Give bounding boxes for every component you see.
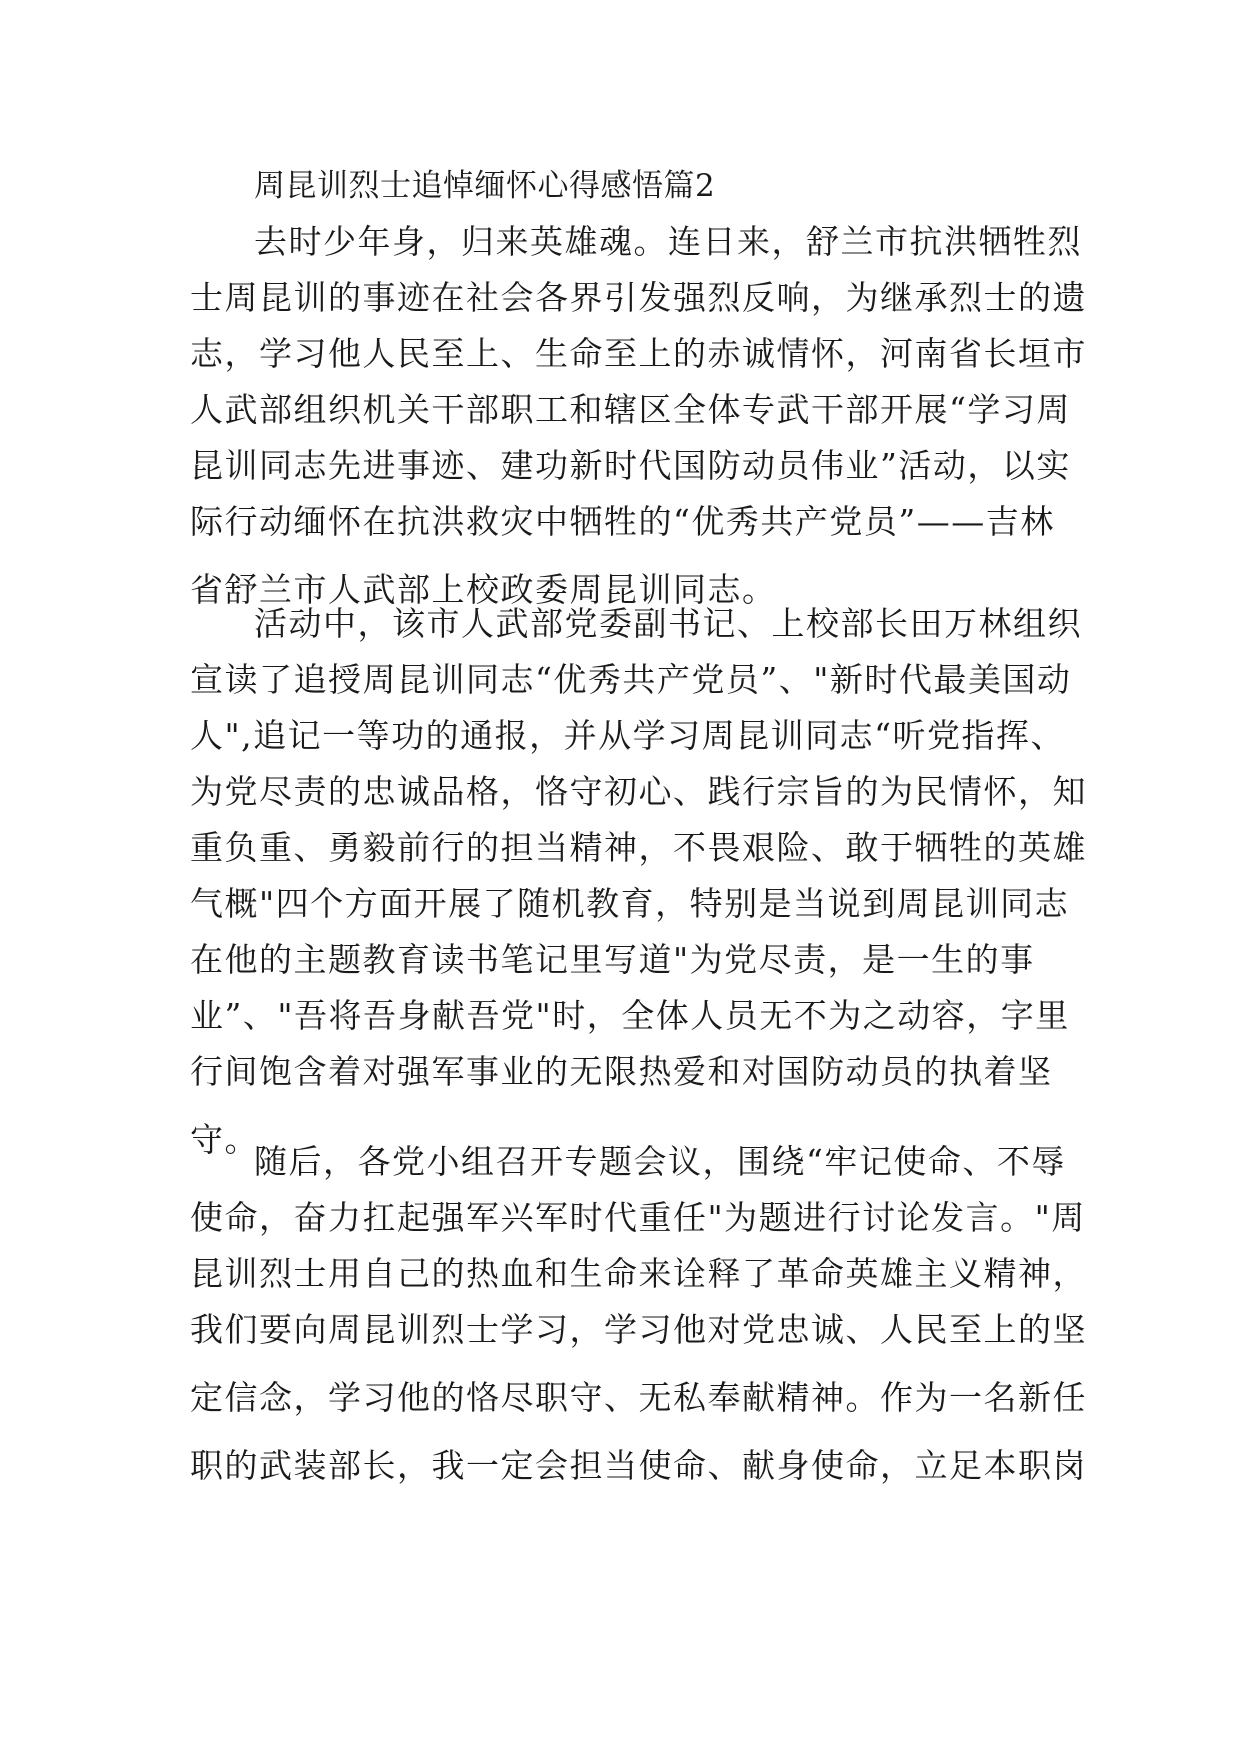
text-line: 重负重、勇毅前行的担当精神，不畏艰险、敢于牺牲的英雄 <box>190 828 1087 867</box>
text-line: 昆训同志先进事迹、建功新时代国防动员伟业”活动，以实 <box>190 446 1071 485</box>
text-line: 我们要向周昆训烈士学习，学习他对党忠诚、人民至上的坚 <box>190 1310 1087 1349</box>
text-line: 人",追记一等功的通报，并从学习周昆训同志“听党指挥、 <box>190 716 1066 755</box>
text-line: 去时少年身，归来英雄魂。连日来，舒兰市抗洪牺牲烈 <box>254 222 1082 261</box>
text-line: 在他的主题教育读书笔记里写道"为党尽责，是一生的事 <box>190 940 1035 979</box>
text-line: 守。 <box>190 1120 259 1159</box>
text-line: 活动中，该市人武部党委副书记、上校部长田万林组织 <box>254 604 1082 643</box>
paragraph-3 <box>190 1134 1087 1494</box>
text-line: 随后，各党小组召开专题会议，围绕“牢记使命、不辱 <box>254 1142 1066 1181</box>
paragraph-2 <box>190 596 1087 1180</box>
text-line: 省舒兰市人武部上校政委周昆训同志。 <box>190 570 777 609</box>
text-line: 行间饱含着对强军事业的无限热爱和对国防动员的执着坚 <box>190 1052 1053 1091</box>
text-line: 为党尽责的忠诚品格，恪守初心、践行宗旨的为民情怀，知 <box>190 772 1087 811</box>
document-title: 周昆训烈士追悼缅怀心得感悟篇2 <box>254 168 716 204</box>
text-line: 职的武装部长，我一定会担当使命、献身使命，立足本职岗 <box>190 1446 1087 1485</box>
text-line: 宣读了追授周昆训同志“优秀共产党员”、"新时代最美国动 <box>190 660 1072 699</box>
text-line: 士周昆训的事迹在社会各界引发强烈反响，为继承烈士的遗 <box>190 278 1087 317</box>
text-line: 定信念，学习他的恪尽职守、无私奉献精神。作为一名新任 <box>190 1378 1087 1417</box>
text-line: 际行动缅怀在抗洪救灾中牺牲的“优秀共产党员”——吉林 <box>190 502 1055 541</box>
paragraph-1 <box>190 214 1087 630</box>
text-line: 昆训烈士用自己的热血和生命来诠释了革命英雄主义精神， <box>190 1254 1087 1293</box>
text-line: 气概"四个方面开展了随机教育，特别是当说到周昆训同志 <box>190 884 1070 923</box>
text-line: 使命，奋力扛起强军兴军时代重任"为题进行讨论发言。"周 <box>190 1198 1086 1237</box>
text-line: 业”、"吾将吾身献吾党"时，全体人员无不为之动容，字里 <box>190 996 1070 1035</box>
text-line: 人武部组织机关干部职工和辖区全体专武干部开展“学习周 <box>190 390 1071 429</box>
text-line: 志，学习他人民至上、生命至上的赤诚情怀，河南省长垣市 <box>190 334 1087 373</box>
